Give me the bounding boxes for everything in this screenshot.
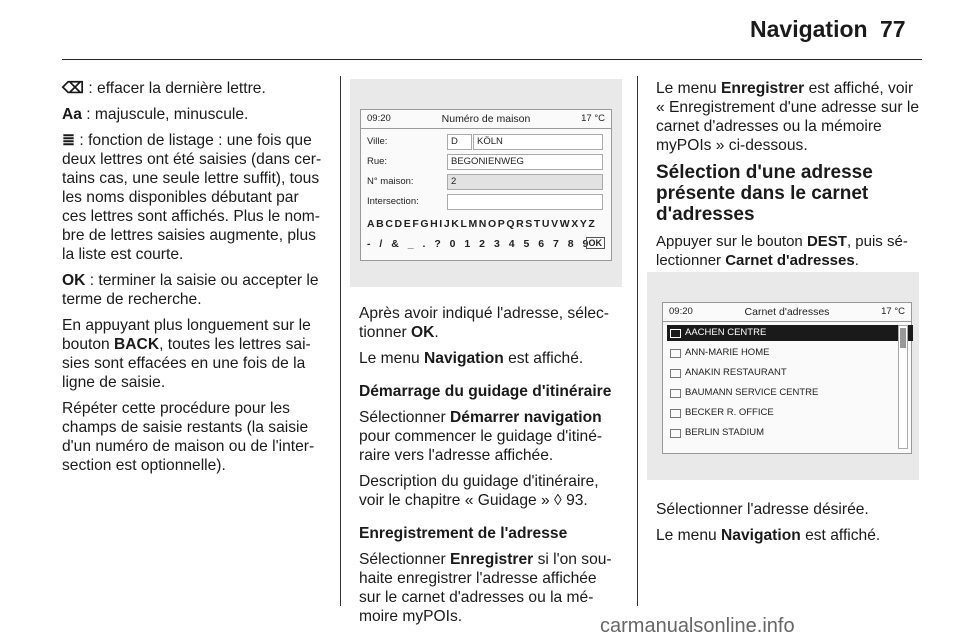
paragraph: ⌫ : effacer la dernière lettre. (62, 80, 266, 97)
scrollbar[interactable] (898, 325, 908, 449)
address-icon (670, 349, 681, 358)
clock: 09:20 (669, 306, 693, 317)
paragraph: Sélectionner l'adresse désirée. (656, 501, 869, 518)
paragraph: Aa : majuscule, minuscule. (62, 106, 249, 123)
list-item[interactable]: BAUMANN SERVICE CENTRE (667, 385, 913, 401)
paragraph: Sélectionner Enregistrer si l'on sou-haite enregistrer l'adresse affichée sur le carnet d'adresses ou la mé-moire myPOIs. (359, 551, 612, 625)
field-city[interactable]: Ville: D KÖLN (367, 134, 603, 150)
paragraph: En appuyant plus longuement sur le bouton BACK, toutes les lettres sai-sies sont effacées en une fois de la ligne de saisie. (62, 317, 311, 391)
ok-label: OK (62, 272, 86, 289)
paragraph: Le menu Navigation est affiché. (359, 350, 584, 367)
list-item[interactable]: ANAKIN RESTAURANT (667, 365, 913, 381)
ok-key[interactable]: OK (586, 237, 606, 249)
paragraph: Sélectionner Démarrer navigation pour commencer le guidage d'itiné-raire vers l'adresse affichée. (359, 409, 603, 464)
address-icon (670, 329, 681, 338)
page-number: 77 (880, 16, 906, 42)
subheading: Enregistrement de l'adresse (359, 525, 568, 542)
list-item[interactable]: ANN-MARIE HOME (667, 345, 913, 361)
scrollbar-thumb[interactable] (900, 328, 906, 348)
paragraph: Répéter cette procédure pour les champs de saisie restants (la saisie d'un numéro de maison ou de l'inter-section est optionnelle). (62, 400, 315, 474)
section-heading: Sélection d'une adresse présente dans le carnet d'adresses (656, 162, 873, 225)
column-2 (359, 304, 621, 633)
case-icon: Aa (62, 106, 82, 123)
temperature: 17 °C (881, 306, 905, 317)
screen-title: Numéro de maison (441, 113, 531, 125)
paragraph: Description du guidage d'itinéraire, voir le chapitre « Guidage » ◊ 93. (359, 473, 599, 509)
paragraph: OK : terminer la saisie ou accepter le terme de recherche. (62, 272, 319, 308)
paragraph: Le menu Navigation est affiché. (656, 527, 881, 544)
list-item[interactable]: BECKER R. OFFICE (667, 405, 913, 421)
field-intersection[interactable]: Intersection: (367, 194, 603, 210)
address-icon (670, 369, 681, 378)
screenshot-address-book (647, 272, 919, 480)
column-3-bottom (656, 500, 922, 552)
list-item[interactable]: BERLIN STADIUM (667, 425, 913, 441)
field-house-number[interactable]: N° maison: 2 (367, 174, 603, 190)
screenshot-house-number (350, 79, 622, 287)
column-divider-1 (340, 76, 341, 606)
list-item[interactable]: AACHEN CENTRE (667, 325, 913, 341)
field-street[interactable]: Rue: BEGONIENWEG (367, 154, 603, 170)
address-icon (670, 389, 681, 398)
address-icon (670, 429, 681, 438)
list-icon: ≣ (62, 132, 76, 149)
paragraph: ≣ : fonction de listage : une fois que deux lettres ont été saisies (dans cer-tains cas, une seule lettre suffit), tous les noms disponibles débutant par ces lettres sont affichés. Plus le nom-bre de lettres saisies augmente, plus la liste est courte. (62, 132, 322, 263)
subheading: Démarrage du guidage d'itinéraire (359, 383, 612, 400)
paragraph: Après avoir indiqué l'adresse, sélec-tionner OK. (359, 305, 610, 341)
temperature: 17 °C (581, 113, 605, 124)
header-rule (62, 59, 922, 60)
display-frame (662, 302, 912, 454)
status-bar (361, 110, 611, 129)
column-1 (62, 79, 327, 482)
page-title: Navigation (750, 16, 868, 42)
status-bar (663, 303, 911, 322)
column-3 (656, 79, 922, 277)
screen-title: Carnet d'adresses (744, 306, 830, 318)
address-icon (670, 409, 681, 418)
backspace-icon: ⌫ (62, 80, 85, 97)
column-divider-2 (637, 76, 638, 606)
keyboard-numbers[interactable]: - / & _ . ? 0 1 2 3 4 5 6 7 8 9 (367, 238, 592, 250)
paragraph: Le menu Enregistrer est affiché, voir « Enregistrement d'une adresse sur le carnet d'adresses ou la mémoire myPOIs » ci-dessous. (656, 80, 920, 154)
keyboard-letters[interactable]: ABCDEFGHIJKLMNOPQRSTUVWXYZ (367, 218, 597, 230)
paragraph: Appuyer sur le bouton DEST, puis sé-lectionner Carnet d'adresses. (656, 233, 908, 269)
display-frame (360, 109, 612, 261)
watermark: carmanualsonline.info (600, 615, 795, 637)
clock: 09:20 (367, 113, 391, 124)
